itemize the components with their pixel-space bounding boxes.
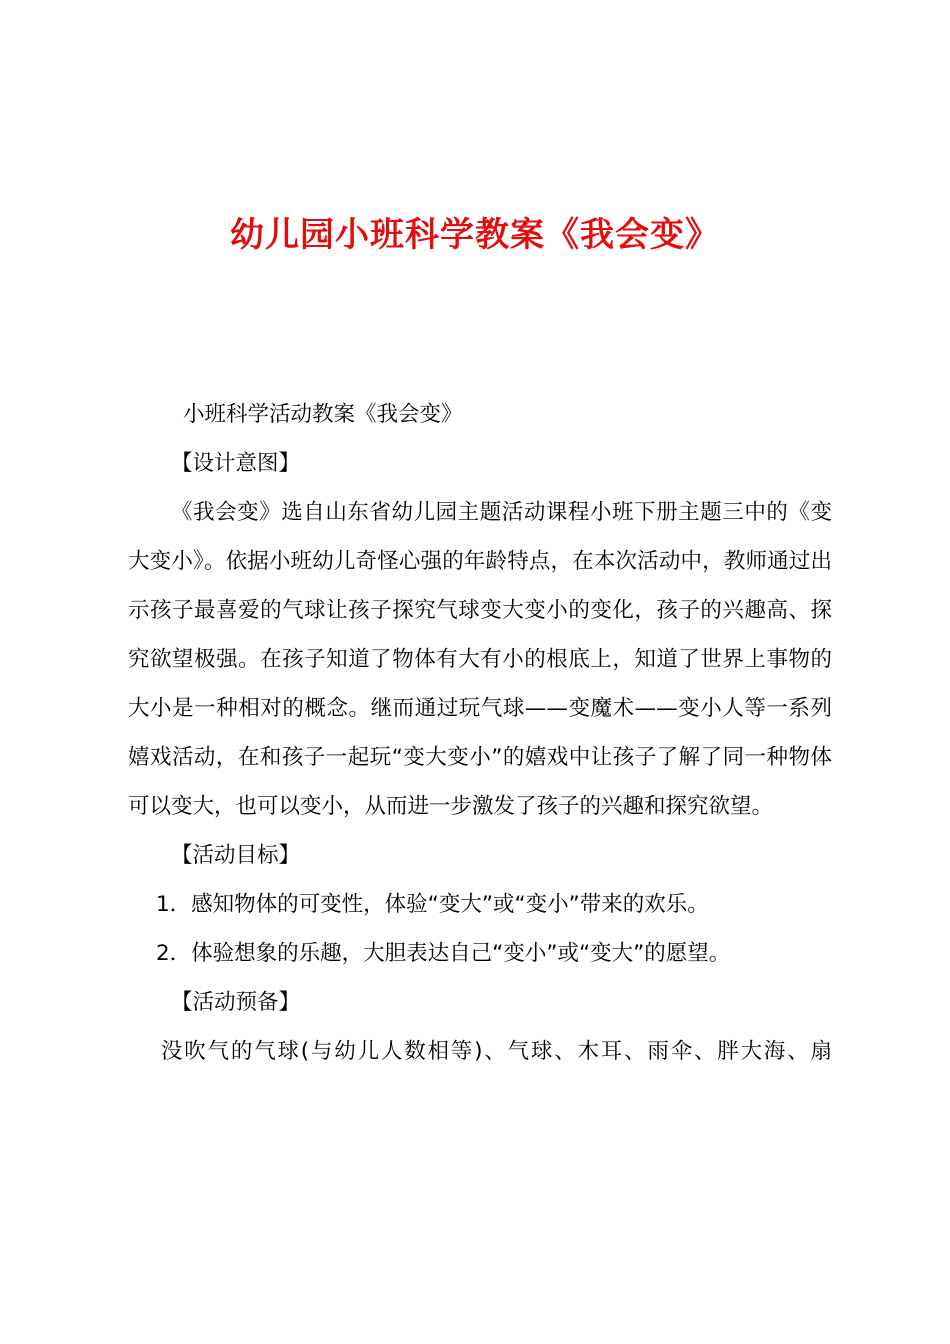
goal-item-2: 2．体验想象的乐趣，大胆表达自己“变小”或“变大”的愿望。: [156, 941, 731, 966]
section-heading-goals: 【活动目标】: [171, 843, 301, 868]
subtitle: 小班科学活动教案《我会变》: [183, 402, 463, 427]
section-heading-design: 【设计意图】: [171, 451, 301, 476]
section-heading-prep: 【活动预备】: [171, 990, 301, 1015]
prep-paragraph: 没吹气的气球(与幼儿人数相等)、气球、木耳、雨伞、胖大海、扇: [161, 1039, 832, 1064]
goal-item-1: 1．感知物体的可变性，体验“变大”或“变小”带来的欢乐。: [156, 892, 709, 917]
document-body: [128, 390, 832, 1076]
document-title: 幼儿园小班科学教案《我会变》: [230, 215, 720, 255]
design-paragraph: 《我会变》选自山东省幼儿园主题活动课程小班下册主题三中的《变大变小》。依据小班幼儿奇怪心强的年龄特点，在本次活动中，教师通过出示孩子最喜爱的气球让孩子探究气球变大变小的变化，孩子的兴趣高、探究欲望极强。在孩子知道了物体有大有小的根底上，知道了世界上事物的大小是一种相对的概念。继而通过玩气球——变魔术——变小人等一系列嬉戏活动，在和孩子一起玩“变大变小”的嬉戏中让孩子了解了同一种物体可以变大，也可以变小，从而进一步激发了孩子的兴趣和探究欲望。: [128, 500, 832, 819]
